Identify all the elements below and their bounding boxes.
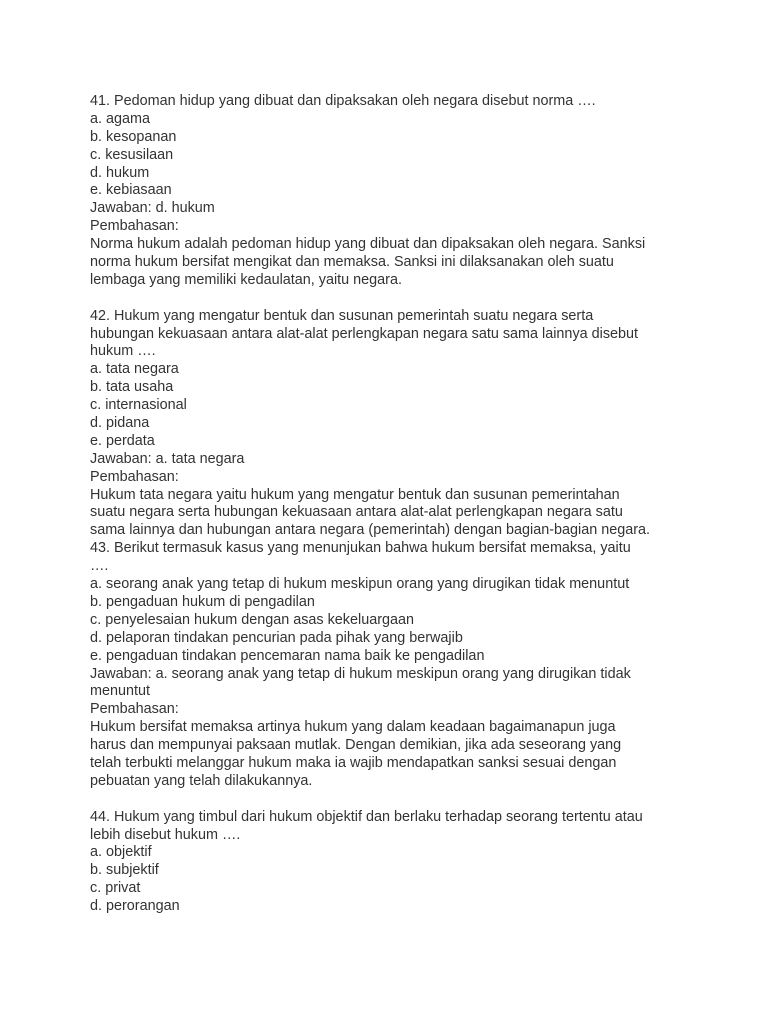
- explanation-text: norma hukum bersifat mengikat dan memaksa. Sanksi ini dilaksanakan oleh suatu: [90, 254, 614, 271]
- answer-text: Jawaban: a. tata negara: [90, 450, 245, 467]
- question-text: 43. Berikut termasuk kasus yang menunjukan bahwa hukum bersifat memaksa, yaitu: [90, 540, 631, 557]
- question-43: [90, 540, 700, 790]
- question-text: 41. Pedoman hidup yang dibuat dan dipaksakan oleh negara disebut norma ….: [90, 93, 596, 109]
- explanation-text: Hukum tata negara yaitu hukum yang mengatur bentuk dan susunan pemerintahan: [90, 486, 620, 503]
- option-e: e. pengaduan tindakan pencemaran nama baik ke pengadilan: [90, 647, 485, 664]
- explanation-text: pebuatan yang telah dilakukannya.: [90, 772, 313, 789]
- answer-text: Jawaban: a. seorang anak yang tetap di hukum meskipun orang yang dirugikan tidak: [90, 665, 631, 682]
- question-44: [90, 809, 700, 916]
- option-e: e. perdata: [90, 432, 155, 449]
- option-d: d. pidana: [90, 415, 150, 432]
- option-a: a. seorang anak yang tetap di hukum meskipun orang yang dirugikan tidak menuntut: [90, 576, 630, 593]
- explanation-text: telah terbukti melanggar hukum maka ia wajib mendapatkan sanksi sesuai dengan: [90, 754, 617, 771]
- explanation-label: Pembahasan:: [90, 218, 179, 235]
- option-c: c. penyelesaian hukum dengan asas kekeluargaan: [90, 611, 415, 628]
- question-text: lebih disebut hukum ….: [90, 826, 241, 843]
- option-b: b. pengaduan hukum di pengadilan: [90, 593, 315, 610]
- question-text: hubungan kekuasaan antara alat-alat perlengkapan negara satu sama lainnya disebut: [90, 325, 639, 342]
- option-a: a. objektif: [90, 844, 152, 861]
- option-c: c. privat: [90, 880, 141, 897]
- option-b: b. subjektif: [90, 862, 159, 879]
- option-b: b. kesopanan: [90, 128, 177, 145]
- explanation-text: Hukum bersifat memaksa artinya hukum yang dalam keadaan bagaimanapun juga: [90, 719, 616, 736]
- explanation-label: Pembahasan:: [90, 468, 179, 485]
- explanation-text: Norma hukum adalah pedoman hidup yang dibuat dan dipaksakan oleh negara. Sanksi: [90, 236, 646, 253]
- question-41: [90, 93, 700, 290]
- answer-text: Jawaban: d. hukum: [90, 200, 215, 217]
- explanation-text: suatu negara serta hubungan kekuasaan antara alat-alat perlengkapan negara satu: [90, 504, 623, 521]
- answer-text: menuntut: [90, 683, 151, 700]
- document-body: [90, 93, 700, 916]
- question-text: ….: [90, 558, 109, 575]
- explanation-text: sama lainnya dan hubungan antara negara (pemerintah) dengan bagian-bagian negara.: [90, 522, 651, 539]
- explanation-label: Pembahasan:: [90, 701, 179, 718]
- question-text: 44. Hukum yang timbul dari hukum objektif dan berlaku terhadap seorang tertentu atau: [90, 808, 643, 825]
- question-text: 42. Hukum yang mengatur bentuk dan susunan pemerintah suatu negara serta: [90, 307, 594, 324]
- option-b: b. tata usaha: [90, 379, 174, 396]
- option-c: c. internasional: [90, 397, 187, 414]
- option-e: e. kebiasaan: [90, 182, 172, 199]
- option-a: a. agama: [90, 110, 151, 127]
- paragraph-gap: [90, 791, 700, 809]
- option-d: d. perorangan: [90, 898, 180, 915]
- option-a: a. tata negara: [90, 361, 179, 378]
- explanation-text: lembaga yang memiliki kedaulatan, yaitu negara.: [90, 271, 402, 288]
- option-d: d. hukum: [90, 164, 150, 181]
- explanation-text: harus dan mempunyai paksaan mutlak. Dengan demikian, jika ada seseorang yang: [90, 737, 622, 754]
- option-c: c. kesusilaan: [90, 146, 174, 163]
- question-text: hukum ….: [90, 343, 156, 360]
- paragraph-gap: [90, 290, 700, 308]
- option-d: d. pelaporan tindakan pencurian pada pihak yang berwajib: [90, 629, 463, 646]
- question-42: [90, 308, 700, 541]
